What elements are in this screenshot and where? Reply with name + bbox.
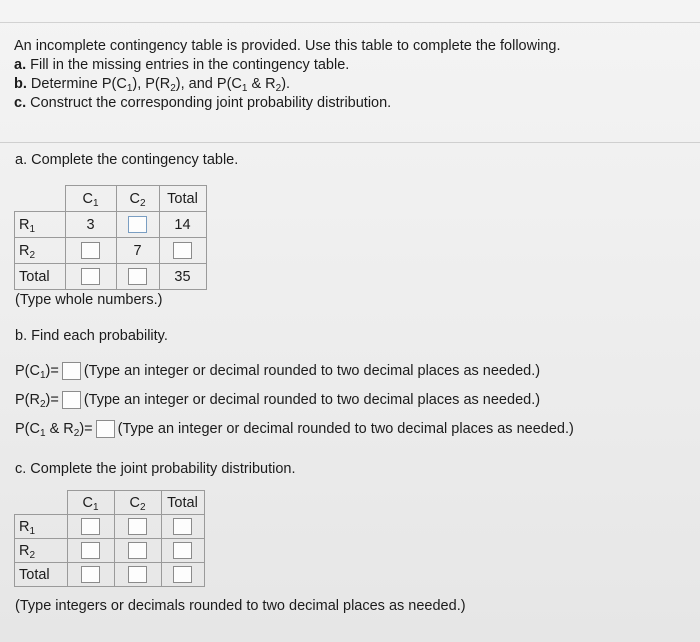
jp-input-total-c2[interactable] [128, 566, 147, 583]
jp-input-total-c1[interactable] [81, 566, 100, 583]
jp-cell-r2-c2 [114, 539, 161, 563]
p-r2-input[interactable] [62, 391, 81, 409]
part-c-heading: c. Complete the joint probability distribution. [15, 461, 296, 477]
jp-row-header-r2: $R_2$ [15, 539, 68, 563]
jp-input-r2-c1[interactable] [81, 542, 100, 559]
row-header-total: Total [15, 264, 66, 290]
col-header-c1: $C_1$ [65, 186, 116, 212]
cell-r1-total: 14 [159, 212, 206, 238]
jp-cell-r1-c1 [67, 515, 114, 539]
intro-item-a: a. Fill in the missing entries in the contingency table. [14, 57, 350, 73]
jp-cell-r1-total [161, 515, 204, 539]
cell-total-c2 [116, 264, 159, 290]
jp-input-r2-c2[interactable] [128, 542, 147, 559]
jp-col-header-total: Total [161, 491, 204, 515]
contingency-table [14, 185, 207, 290]
question-intro [14, 37, 560, 113]
jp-row-header-r1: $R_1$ [15, 515, 68, 539]
jp-col-header-c1: $C_1$ [67, 491, 114, 515]
jp-input-total-total[interactable] [173, 566, 192, 583]
jp-cell-total-c2 [114, 563, 161, 587]
cell-total-c1 [65, 264, 116, 290]
input-r1-c2[interactable] [128, 216, 147, 233]
input-total-c2[interactable] [128, 268, 147, 285]
intro-item-b: b. Determine $P(C_1)$, $P(R_2)$, and $P(C_1$ & $R_2$). [14, 76, 291, 94]
jp-cell-r2-total [161, 539, 204, 563]
joint-probability-table [14, 490, 205, 587]
cell-r1-c2 [116, 212, 159, 238]
jp-input-r1-c1[interactable] [81, 518, 100, 535]
section-divider [0, 142, 700, 143]
p-c1-r2-row: $P(C_1$ & $R_2)=$ (Type an integer or decimal rounded to two decimal places as needed.) [15, 420, 574, 439]
jp-col-header-c2: $C_2$ [114, 491, 161, 515]
cell-r2-c2: 7 [116, 238, 159, 264]
input-total-c1[interactable] [81, 268, 100, 285]
input-r2-c1[interactable] [81, 242, 100, 259]
input-r2-total[interactable] [173, 242, 192, 259]
part-a-note: (Type whole numbers.) [15, 292, 163, 308]
cell-r2-total [159, 238, 206, 264]
row-header-r2: $R_2$ [15, 238, 66, 264]
jp-input-r1-c2[interactable] [128, 518, 147, 535]
top-divider [0, 22, 700, 23]
jp-cell-r1-c2 [114, 515, 161, 539]
part-c-note: (Type integers or decimals rounded to two decimal places as needed.) [15, 598, 466, 614]
part-b-heading: b. Find each probability. [15, 328, 168, 344]
intro-item-c: c. Construct the corresponding joint probability distribution. [14, 95, 392, 111]
jp-cell-r2-c1 [67, 539, 114, 563]
part-a-heading: a. Complete the contingency table. [15, 152, 239, 168]
jp-cell-total-c1 [67, 563, 114, 587]
row-header-r1: $R_1$ [15, 212, 66, 238]
p-c1-row: $P(C_1)=$ (Type an integer or decimal rounded to two decimal places as needed.) [15, 362, 541, 381]
col-header-c2: $C_2$ [116, 186, 159, 212]
jp-row-header-total: Total [15, 563, 68, 587]
col-header-total: Total [159, 186, 206, 212]
p-c1-input[interactable] [62, 362, 81, 380]
cell-total-total: 35 [159, 264, 206, 290]
jp-input-r1-total[interactable] [173, 518, 192, 535]
p-c1-r2-input[interactable] [96, 420, 115, 438]
jp-input-r2-total[interactable] [173, 542, 192, 559]
jp-cell-total-total [161, 563, 204, 587]
p-r2-row: $P(R_2)=$ (Type an integer or decimal rounded to two decimal places as needed.) [15, 391, 541, 410]
cell-r1-c1: 3 [65, 212, 116, 238]
intro-line: An incomplete contingency table is provided. Use this table to complete the following. [14, 38, 561, 54]
cell-r2-c1 [65, 238, 116, 264]
